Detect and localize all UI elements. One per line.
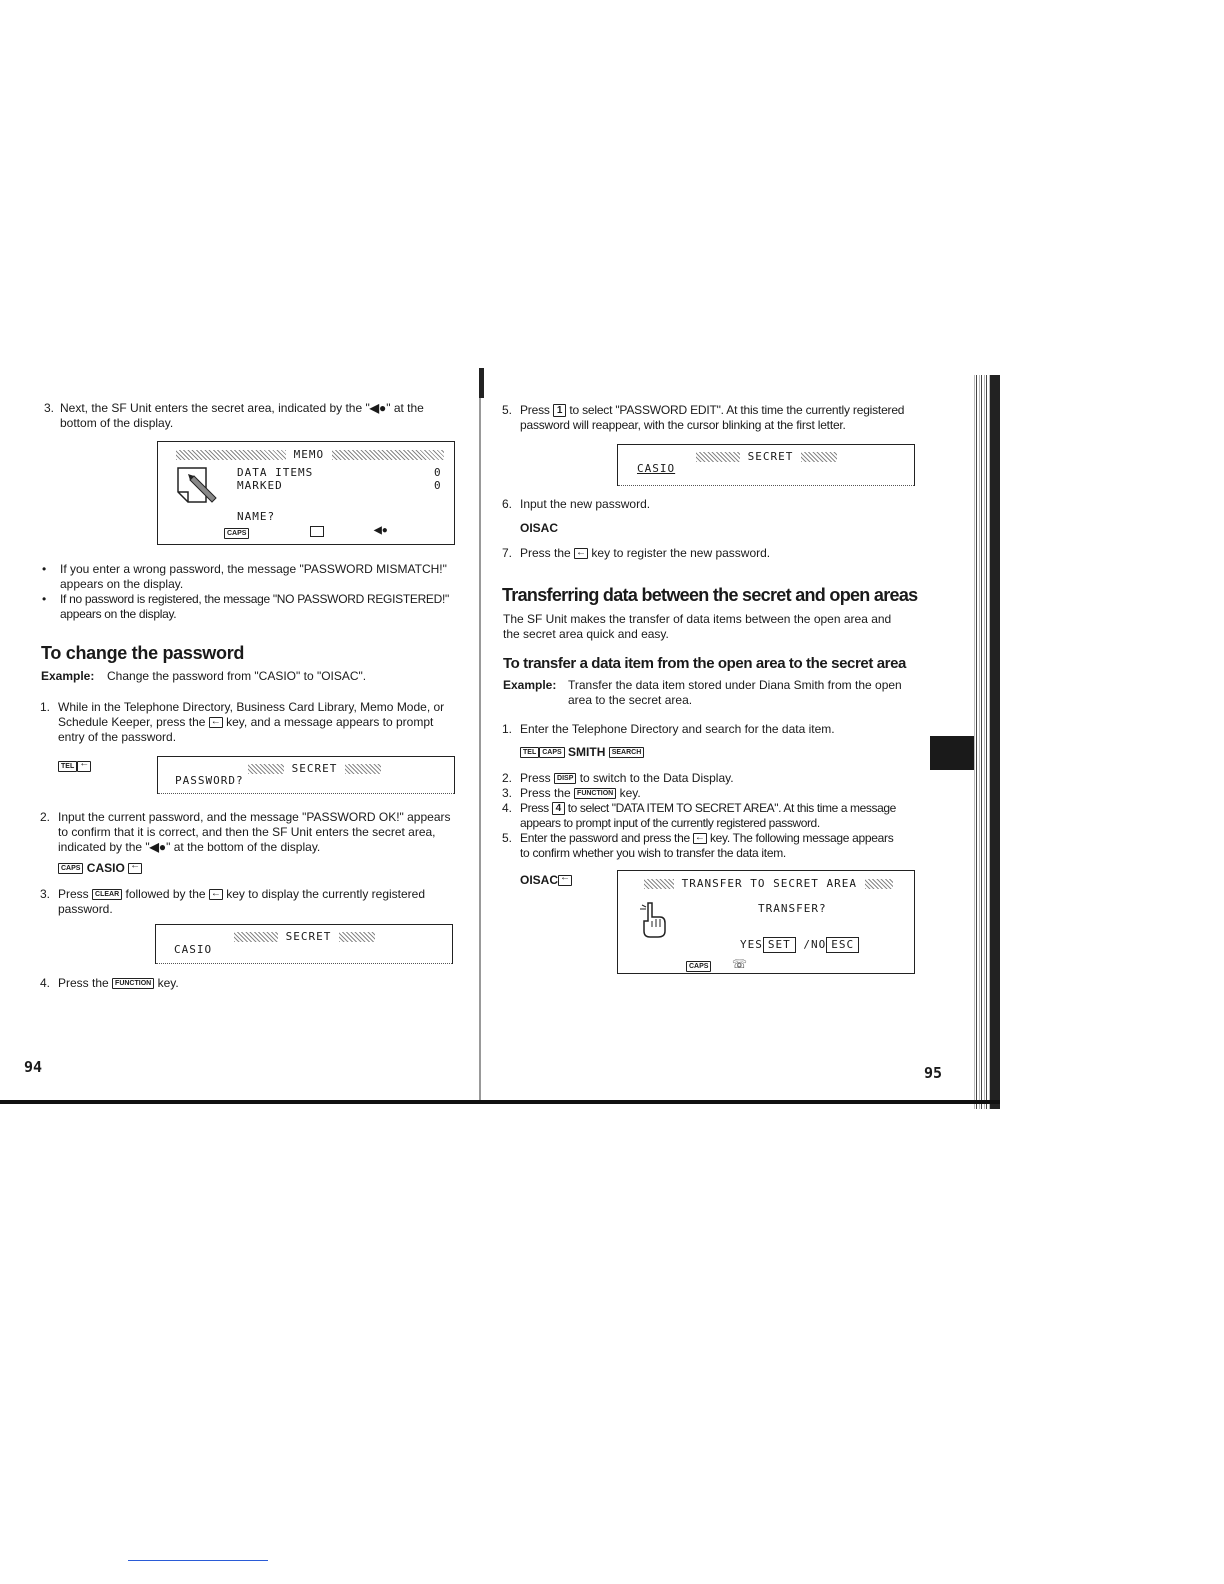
section-heading: Transferring data between the secret and open areas xyxy=(502,585,918,605)
esc-key: ESC xyxy=(826,937,859,953)
marked-label: MARKED xyxy=(237,479,283,492)
step-text-part: Input the current password, and the message "PASSWORD OK!" appears xyxy=(58,810,451,824)
memo-title: MEMO xyxy=(293,448,325,461)
dotted-rule xyxy=(156,963,452,964)
search-key: SEARCH xyxy=(609,747,645,758)
step-text-part: " at the xyxy=(386,401,424,415)
step-text-part: to confirm that it is correct, and then the SF Unit enters the secret area, xyxy=(58,825,436,839)
bullet-item xyxy=(60,562,460,592)
step-text-part: bottom of the display. xyxy=(60,416,174,430)
step-text-part: key. The following message appears xyxy=(709,831,894,845)
clear-key: CLEAR xyxy=(92,889,122,900)
step-text-part: to select "DATA ITEM TO SECRET AREA". At this time a message xyxy=(567,801,896,815)
step-text xyxy=(58,700,458,745)
key-sequence xyxy=(58,861,142,875)
step-text xyxy=(58,976,179,991)
example-label: Example: xyxy=(503,678,557,692)
step-text xyxy=(520,403,925,433)
step-text xyxy=(58,887,458,917)
step-text-part: followed by the xyxy=(125,887,206,901)
return-key-icon xyxy=(77,761,91,772)
step-text xyxy=(520,771,734,786)
step-number: 7. xyxy=(501,546,512,560)
step-number: 4. xyxy=(501,801,512,815)
secret-lcd-display-2 xyxy=(155,924,453,964)
step-number: 6. xyxy=(501,497,512,511)
memo-lcd-display xyxy=(157,441,455,545)
example-text-line: Transfer the data item stored under Diana Smith from the open xyxy=(568,678,902,692)
step-text-part: to switch to the Data Display. xyxy=(579,771,734,785)
step-text-part: Press xyxy=(520,801,549,815)
step-number: 1. xyxy=(501,722,512,736)
intro-paragraph xyxy=(503,612,915,642)
step-number: 3. xyxy=(43,401,54,415)
step-text: Enter the Telephone Directory and search for the data item. xyxy=(520,722,835,736)
telephone-icon: ☏ xyxy=(732,957,748,971)
page-number: 94 xyxy=(24,1058,43,1076)
tel-key: TEL xyxy=(520,747,539,758)
secret-title: SECRET xyxy=(285,930,332,943)
name-prompt: NAME? xyxy=(237,510,276,523)
bullet-item xyxy=(60,592,460,622)
secret-lcd-display-1 xyxy=(157,756,455,794)
bullet-text: appears on the display. xyxy=(60,607,177,621)
caps-indicator: CAPS xyxy=(686,961,711,972)
page-edge-border xyxy=(990,375,1000,1109)
step-text-part: key. xyxy=(157,976,179,990)
secret-title-bar xyxy=(696,450,837,463)
hatch-pattern xyxy=(345,764,381,774)
step-text-part: to select "PASSWORD EDIT". At this time the currently registered xyxy=(569,403,905,417)
hatch-pattern xyxy=(248,764,284,774)
memo-indicator-icon xyxy=(310,526,324,537)
intro-text: The SF Unit makes the transfer of data items between the open area and xyxy=(503,612,892,626)
function-key: FUNCTION xyxy=(574,788,616,799)
hatch-pattern xyxy=(339,932,375,942)
subsection-heading: To transfer a data item from the open area to the secret area xyxy=(503,655,906,672)
yes-label: YES xyxy=(740,938,763,951)
secret-key-icon: ◀● xyxy=(369,401,387,415)
search-name: SMITH xyxy=(568,745,606,759)
marked-value: 0 xyxy=(434,479,442,492)
secret-title: SECRET xyxy=(747,450,794,463)
new-password: OISAC xyxy=(520,521,559,535)
section-heading: To change the password xyxy=(41,643,245,663)
caps-key: CAPS xyxy=(58,863,83,874)
bullet-text: If no password is registered, the message "NO PASSWORD REGISTERED!" xyxy=(60,592,449,606)
step-text-part: Press xyxy=(58,887,89,901)
pointing-hand-icon xyxy=(638,899,668,939)
step-text-part: password. xyxy=(58,902,113,916)
return-key-icon xyxy=(574,548,588,559)
example-label: Example: xyxy=(41,669,95,683)
step-text xyxy=(60,401,455,431)
step-text xyxy=(520,546,770,561)
bullet-dot: • xyxy=(42,562,47,576)
page-number: 95 xyxy=(924,1064,943,1082)
yes-no-prompt xyxy=(740,937,859,953)
set-key: SET xyxy=(763,937,796,953)
step-number: 3. xyxy=(501,786,512,800)
step-text-part: Press xyxy=(520,771,551,785)
secret-key-icon: ◀● xyxy=(149,840,167,854)
hatch-pattern xyxy=(696,452,740,462)
stored-password: CASIO xyxy=(637,462,676,475)
display-key: DISP xyxy=(554,773,576,784)
key-sequence xyxy=(520,873,572,887)
hatch-pattern xyxy=(176,450,286,460)
footnote-rule xyxy=(128,1560,268,1561)
no-label: /NO xyxy=(803,938,827,951)
step-text-part: Press xyxy=(520,403,550,417)
secret-title-bar xyxy=(248,762,381,775)
step-text-part: key to register the new password. xyxy=(591,546,771,560)
dotted-rule xyxy=(618,485,914,486)
step-text: Input the new password. xyxy=(520,497,651,511)
bullet-text: appears on the display. xyxy=(60,577,184,591)
caps-key: CAPS xyxy=(539,747,564,758)
step-text-part: key. xyxy=(619,786,641,800)
memo-title-bar xyxy=(176,448,452,461)
transfer-question: TRANSFER? xyxy=(758,902,827,915)
step-number: 2. xyxy=(39,810,50,824)
return-key-icon xyxy=(128,863,142,874)
number-key-1: 1 xyxy=(553,404,566,417)
step-text-part: Press the xyxy=(520,786,571,800)
step-number: 3. xyxy=(39,887,50,901)
key-sequence xyxy=(520,745,644,759)
step-text-part: Next, the SF Unit enters the secret area, indicated by the " xyxy=(60,401,370,415)
bullet-text: If you enter a wrong password, the message "PASSWORD MISMATCH!" xyxy=(60,562,447,576)
typed-password: OISAC xyxy=(520,873,559,887)
hatch-pattern xyxy=(865,879,893,889)
step-text-part: While in the Telephone Directory, Business Card Library, Memo Mode, or xyxy=(58,700,445,714)
number-key-4: 4 xyxy=(552,802,565,815)
password-prompt: PASSWORD? xyxy=(175,774,244,787)
step-text-part: key to display the currently registered xyxy=(226,887,426,901)
tel-key: TEL xyxy=(58,761,77,772)
caps-indicator: CAPS xyxy=(224,528,249,539)
hatch-pattern xyxy=(234,932,278,942)
step-text xyxy=(520,831,925,861)
transfer-title: TRANSFER TO SECRET AREA xyxy=(681,877,857,890)
data-items-label: DATA ITEMS xyxy=(237,466,314,479)
secret-title: SECRET xyxy=(291,762,338,775)
typed-password: CASIO xyxy=(86,861,125,875)
return-key-icon xyxy=(209,717,223,728)
secret-lcd-display-3 xyxy=(617,444,915,486)
step-text xyxy=(520,801,925,831)
transfer-title-bar xyxy=(644,877,914,890)
step-text-part: key, and a message appears to prompt xyxy=(226,715,434,729)
step-number: 2. xyxy=(501,771,512,785)
step-text-part: " at the bottom of the display. xyxy=(166,840,321,854)
step-number: 5. xyxy=(501,831,512,845)
return-key-icon xyxy=(558,875,572,886)
example-text: Change the password from "CASIO" to "OISAC". xyxy=(107,669,367,683)
step-text-part: to confirm whether you wish to transfer the data item. xyxy=(520,846,786,860)
step-text xyxy=(520,786,641,801)
return-key-icon xyxy=(209,889,223,900)
hatch-pattern xyxy=(801,452,837,462)
data-items-value: 0 xyxy=(434,466,442,479)
transfer-lcd-display xyxy=(617,870,915,974)
return-key-icon xyxy=(693,833,707,844)
step-text-part: entry of the password. xyxy=(58,730,177,744)
step-text-part: Enter the password and press the xyxy=(520,831,690,845)
step-text-part: Schedule Keeper, press the xyxy=(58,715,206,729)
secret-key-icon: ◀● xyxy=(374,525,388,536)
section-thumb-tab xyxy=(930,736,976,770)
gutter-mark xyxy=(479,368,484,398)
function-key: FUNCTION xyxy=(112,978,154,989)
bottom-rule xyxy=(0,1100,1000,1104)
key-sequence xyxy=(58,758,91,776)
step-number: 1. xyxy=(39,700,50,714)
intro-text: the secret area quick and easy. xyxy=(503,627,669,641)
example-text xyxy=(568,678,918,708)
step-number: 5. xyxy=(501,403,512,417)
stored-password: CASIO xyxy=(174,943,213,956)
secret-title-bar xyxy=(234,930,375,943)
step-text-part: password will reappear, with the cursor blinking at the first letter. xyxy=(520,418,846,432)
example-text-line: area to the secret area. xyxy=(568,693,693,707)
hatch-pattern xyxy=(644,879,674,889)
step-text-part: indicated by the " xyxy=(58,840,150,854)
step-text-part: Press the xyxy=(520,546,571,560)
bullet-dot: • xyxy=(42,592,47,606)
dotted-rule xyxy=(158,793,454,794)
step-text xyxy=(58,810,458,855)
step-number: 4. xyxy=(39,976,50,990)
hatch-pattern xyxy=(332,450,444,460)
step-text-part: Press the xyxy=(58,976,109,990)
memo-pad-icon xyxy=(174,462,222,510)
gutter-divider xyxy=(479,368,481,1104)
step-text-part: appears to prompt input of the currently registered password. xyxy=(520,816,820,830)
